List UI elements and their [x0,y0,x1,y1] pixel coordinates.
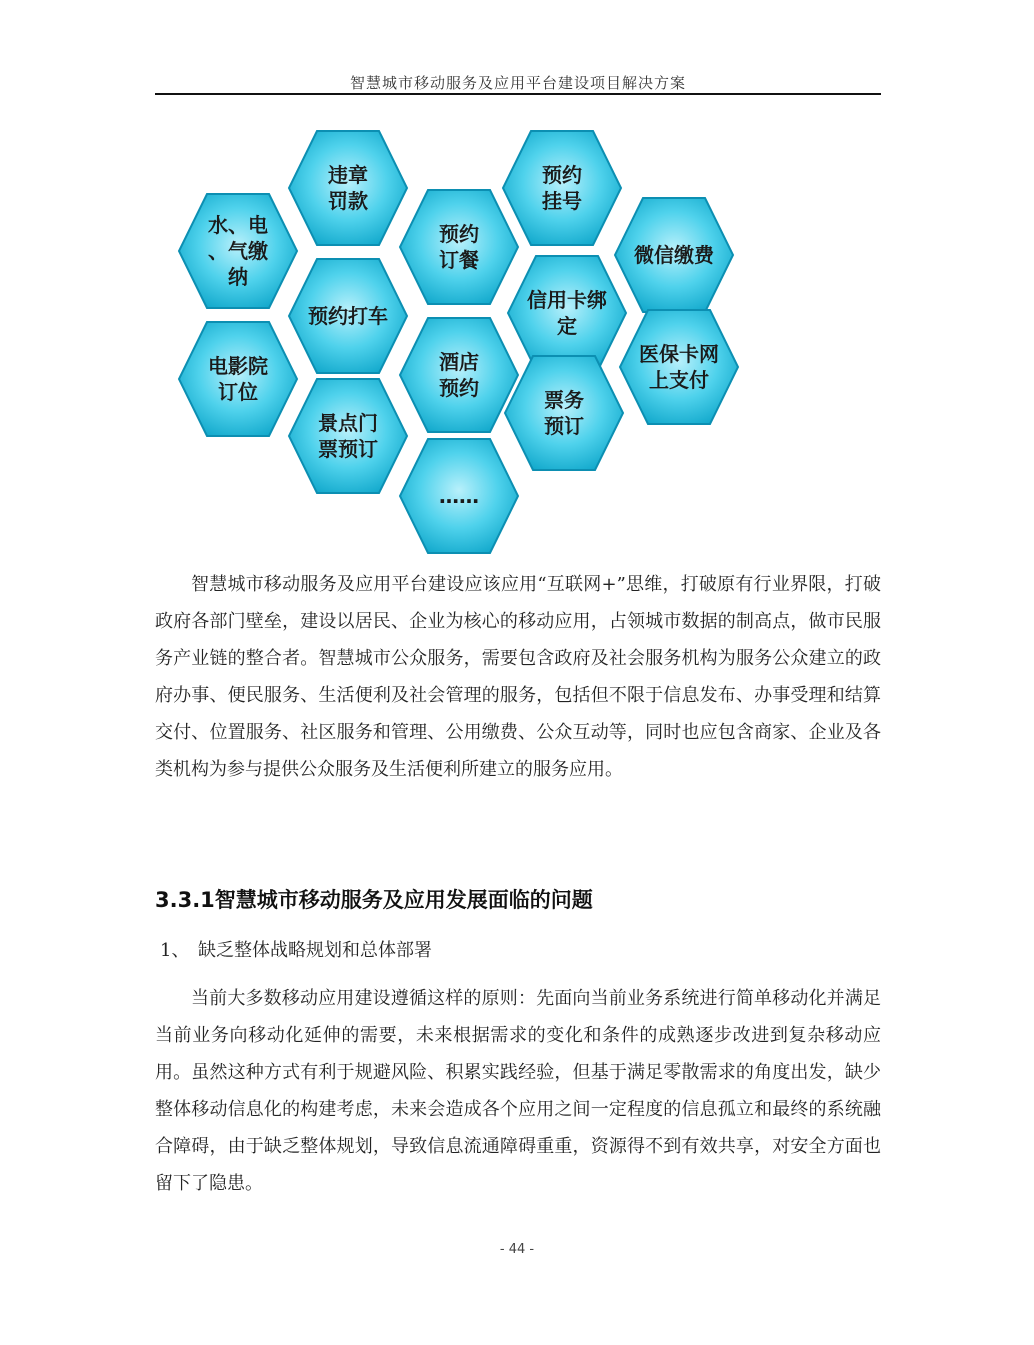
hex-more [398,435,520,557]
section-heading: 3.3.1智慧城市移动服务及应用发展面临的问题 [155,888,593,912]
hex-label: 信用卡绑 定 [527,288,607,338]
hex-wechat-payment [613,194,735,316]
hex-scenic-tickets [287,375,409,497]
list-item-1 [160,936,432,962]
page-header: 智慧城市移动服务及应用平台建设项目解决方案 [349,74,686,92]
hex-ticket-booking [503,352,625,474]
hex-label: 票务 预订 [544,388,584,438]
hex-cinema-booking [177,318,299,440]
hex-label: 水、电 、气缴 纳 [208,213,268,289]
page-number: - 44 - [499,1242,535,1257]
hex-label: 医保卡网 上支付 [639,342,719,392]
body-paragraph-2: 当前大多数移动应用建设遵循这样的原则：先面向当前业务系统进行简单移动化并满足当前业务向移动化延伸的需要，未来根据需求的变化和条件的成熟逐步改进到复杂移动应用。虽然这种方式有利于规避风险、积累实践经验，但基于满足零散需求的角度出发，缺少整体移动信息化的构建考虑，未来会造成各个应用之间一定程度的信息孤立和最终的系统融合障碍，由于缺乏整体规划，导致信息流通障碍重重，资源得不到有效共享，对安全方面也留下了隐患。 [155,988,881,1194]
hex-traffic-fines [287,127,409,249]
hex-taxi-booking [287,255,409,377]
hex-hotel-booking [398,314,520,436]
hex-label: 景点门 票预订 [318,411,378,461]
hex-medical-card-payment [618,306,740,428]
hex-label: 酒店 预约 [439,350,479,400]
hex-label: 微信缴费 [634,243,714,267]
hex-label: 电影院 订位 [208,354,268,404]
hex-label: …… [439,484,479,508]
hex-label: 违章 罚款 [328,163,368,213]
hex-hospital-registration [501,127,623,249]
body-paragraph-1: 智慧城市移动服务及应用平台建设应该应用“互联网+”思维，打破原有行业界限，打破政府各部门壁垒，建设以居民、企业为核心的移动应用，占领城市数据的制高点，做市民服务产业链的整合者。智慧城市公众服务，需要包含政府及社会服务机构为服务公众建立的政府办事、便民服务、生活便利及社会管理的服务，包括但不限于信息发布、办事受理和结算交付、位置服务、社区服务和管理、公用缴费、公众互动等，同时也应包含商家、企业及各类机构为参与提供公众服务及生活便利所建立的服务应用。 [155,574,881,780]
hex-label: 预约 订餐 [439,222,479,272]
hex-utilities [177,190,299,312]
hex-label: 预约打车 [308,304,388,328]
list-number: 1、 [160,940,190,961]
service-hex-diagram [0,0,1034,560]
hex-label: 预约 挂号 [542,163,582,213]
list-text: 缺乏整体战略规划和总体部署 [198,940,432,961]
